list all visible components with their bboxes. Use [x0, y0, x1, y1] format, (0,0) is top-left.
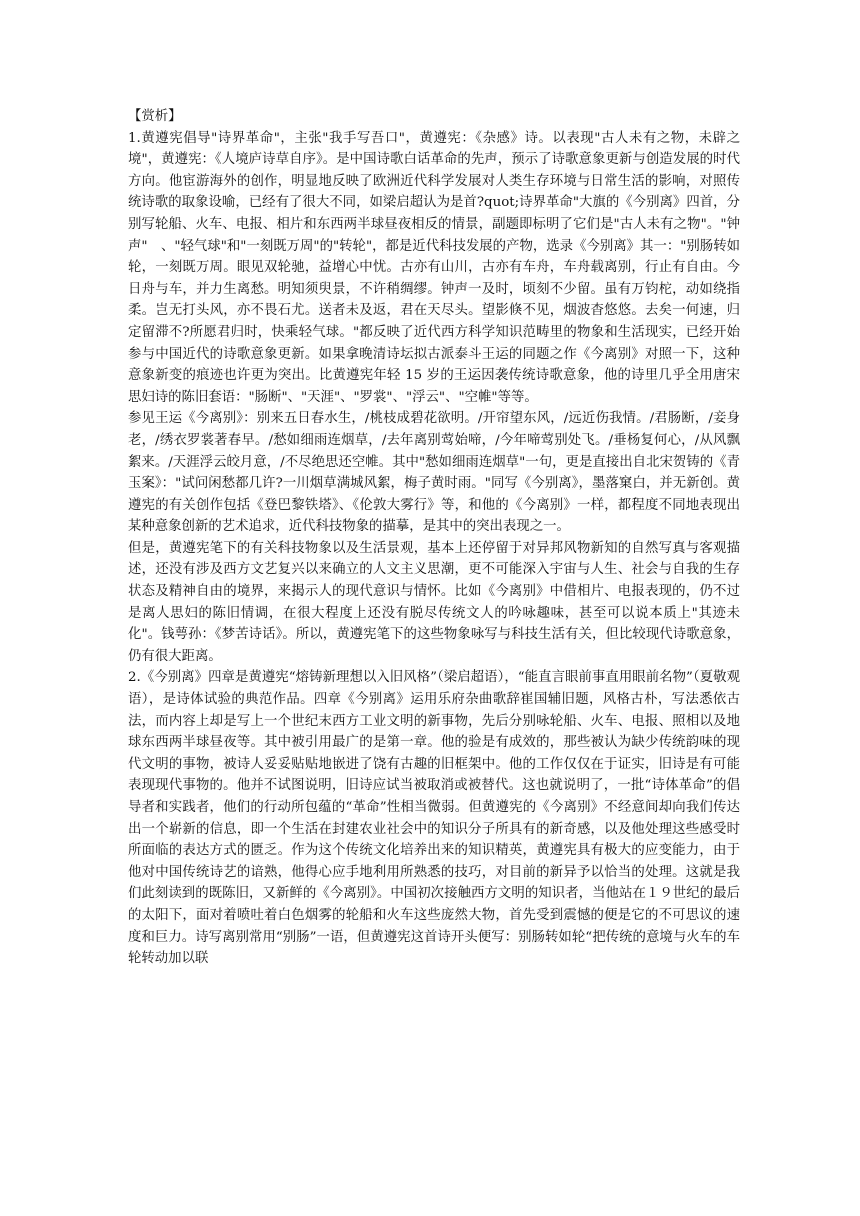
section-heading: 【赏析】 [128, 109, 182, 124]
paragraph-1: 1.黄遵宪倡导"诗界革命"，主张"我手写吾口"，黄遵宪：《杂感》诗。以表现"古人未有之物，未辟之境"，黄遵宪：《人境庐诗草自序》。是中国诗歌白话革命的先声，预示了诗歌意象更新与创造发展的时代方向。他宦游海外的创作，明显地反映了欧洲近代科学发展对人类生存环境与日常生活的影响，对照传统诗歌的取象设喻，已经有了很大不同，如梁启超认为是首?quot;诗界革命"大旗的《今别离》四首，分别写轮船、火车、电报、相片和东西两半球昼夜相反的情景，副题即标明了它们是"古人未有之物"。"钟 声" 、"轻气球"和"一刻既万周"的"转轮"，都是近代科技发展的产物，选录《今别离》其一："别肠转如轮，一刻既万周。眼见双轮驰，益增心中忧。古亦有山川，古亦有车舟，车舟载离别，行止有自由。今日舟与车，并力生离愁。明知须臾景，不许稍绸缪。钟声一及时，顷刻不少留。虽有万钧柁，动如绕指柔。岂无打头风，亦不畏石尤。送者未及返，君在天尽头。望影倏不见，烟波杳悠悠。去矣一何速，归定留滞不?所愿君归时，快乘轻气球。"都反映了近代西方科学知识范畴里的物象和生活现实，已经开始参与中国近代的诗歌意象更新。如果拿晚清诗坛拟古派泰斗王运的同题之作《今离别》对照一下，这种意象新变的痕迹也许更为突出。比黄遵宪年轻 15 岁的王运因袭传统诗歌意象，他的诗里几乎全用唐宋思妇诗的陈旧套语："肠断"、"天涯"、"罗裳"、"浮云"、"空帷"等等。 [128, 130, 754, 405]
paragraph-4: 2.《今别离》四章是黄遵宪“熔铸新理想以入旧风格”（梁启超语），“能直言眼前事直用眼前名物”（夏敬观语），是诗体试验的典范作品。四章《今别离》运用乐府杂曲歌辞崔国辅旧题，风格古朴，写法悉依古法，而内容上却是写上一个世纪末西方工业文明的新事物，先后分别咏轮船、火车、电报、照相以及地球东西两半球昼夜等。其中被引用最广的是第一章。他的验是有成效的，那些被认为缺少传统韵味的现代文明的事物，被诗人妥妥贴贴地嵌进了饶有古趣的旧框架中。他的工作仅仅在于证实，旧诗是有可能表现现代事物的。他并不试图说明，旧诗应试当被取消或被替代。这也就说明了，一批“诗体革命”的倡导者和实践者，他们的行动所包蕴的“革命”性相当微弱。但黄遵宪的《今离别》不经意间却向我们传达出一个崭新的信息，即一个生活在封建农业社会中的知识分子所具有的新奇感，以及他处理这些感受时所面临的表达方式的匮乏。作为这个传统文化培养出来的知识精英，黄遵宪具有极大的应变能力，由于他对中国传统诗艺的谙熟，他得心应手地利用所熟悉的技巧，对目前的新异予以恰当的处理。这就是我们此刻读到的既陈旧，又新鲜的《今离别》。中国初次接触西方文明的知识者，当他站在１９世纪的最后的太阳下，面对着喷吐着白色烟雾的轮船和火车这些庞然大物，首先受到震憾的便是它的不可思议的速度和巨力。诗写离别常用“别肠”一语，但黄遵宪这首诗开头便写：别肠转如轮“把传统的意境与火车的车轮转动加以联 [128, 670, 740, 967]
paragraph-3: 但是，黄遵宪笔下的有关科技物象以及生活景观，基本上还停留于对异邦风物新知的自然写真与客观描述，还没有涉及西方文艺复兴以来确立的人文主义思潮，更不可能深入宇宙与人生、社会与自我的生存状态及精神自由的境界，来揭示人的现代意识与情怀。比如《今离别》中借相片、电报表现的，仍不过是离人思妇的陈旧情调，在很大程度上还没有脱尽传统文人的吟咏趣味，甚至可以说本质上"其迹未化"。钱萼孙：《梦苦诗话》。所以，黄遵宪笔下的这些物象咏写与科技生活有关，但比较现代诗歌意象，仍有很大距离。 [128, 540, 740, 664]
document-page [128, 106, 754, 970]
paragraph-2: 参见王运《今离别》：别来五日春水生，/桃枝成碧花欲明。/开帘望东风，/远近伤我情。/君肠断，/妾身老，/绣衣罗裳著春早。/愁如细雨连烟草，/去年离别莺始啼，/今年啼莺别处飞。/垂杨复何心，/从风飘絮来。/天涯浮云皎月意，/不尽绝思还空帷。其中"愁如细雨连烟草"一句，更是直接出自北宋贺铸的《青玉案》："试问闲愁都几许?一川烟草满城风絮，梅子黄时雨。"同写《今别离》，墨落窠白，并无新创。黄遵宪的有关创作包括《登巴黎铁塔》、《伦敦大雾行》等，和他的《今离别》一样，都程度不同地表现出某种意象创新的艺术追求，近代科技物象的描摹，是其中的突出表现之一。 [128, 411, 740, 535]
